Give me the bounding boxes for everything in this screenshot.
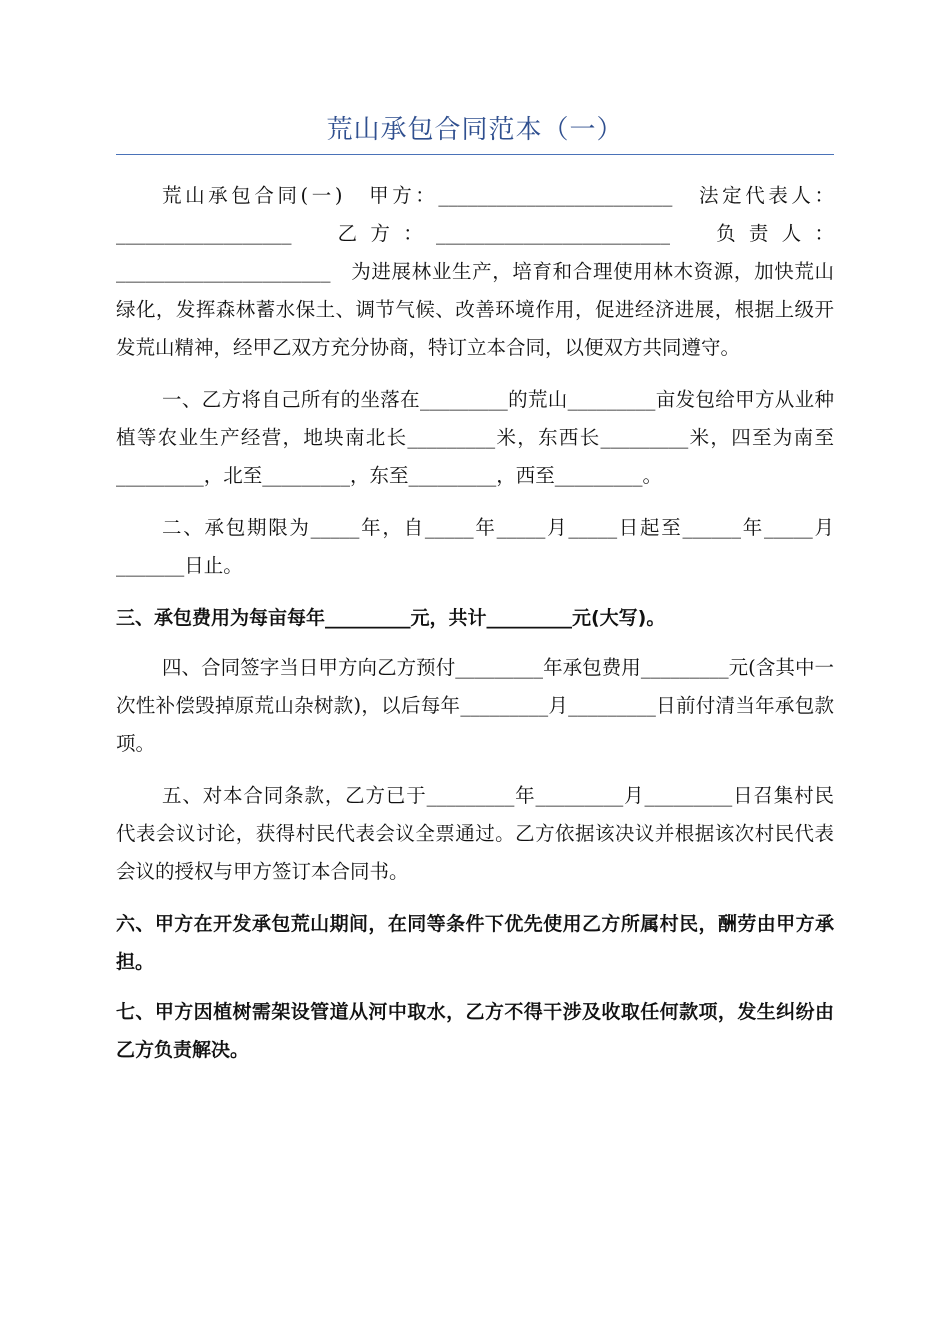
document-title: 荒山承包合同范本（一） [116, 110, 834, 155]
paragraph-clause-7: 七、甲方因植树需架设管道从河中取水，乙方不得干涉及收取任何款项，发生纠纷由乙方负责解决。 [116, 1001, 834, 1061]
paragraph-clause-3: 三、承包费用为每亩每年_________元，共计_________元(大写)。 [116, 607, 666, 629]
paragraph-clause-1: 一、乙方将自己所有的坐落在_________的荒山_________亩发包给甲方从业种植等农业生产经营，地块南北长_________米，东西长_________米，四至为南至_________，北至_________，东至_________，西至_________。 [116, 388, 834, 487]
paragraph-intro: 荒山承包合同(一) 甲方：________________________ 法定代表人：__________________ 乙方：________________________ 负责人：______________________ 为进展林业生产，培育和合理使用林木资源，加快荒山绿化，发挥森林蓄水保土、调节气候、改善环境作用，促进经济进展，根据上级开发荒山精神，经甲乙双方充分协商，特订立本合同，以便双方共同遵守。 [116, 184, 834, 359]
document-body [116, 177, 834, 1069]
document-page [116, 110, 834, 1081]
paragraph-clause-4: 四、合同签字当日甲方向乙方预付_________年承包费用_________元(含其中一次性补偿毁掉原荒山杂树款)，以后每年_________月_________日前付清当年承包款项。 [116, 656, 834, 755]
paragraph-clause-6: 六、甲方在开发承包荒山期间，在同等条件下优先使用乙方所属村民，酬劳由甲方承担。 [116, 913, 834, 973]
paragraph-clause-2: 二、承包期限为_____年，自_____年_____月_____日起至______年_____月_______日止。 [116, 516, 834, 577]
paragraph-clause-5: 五、对本合同条款，乙方已于_________年_________月_________日召集村民代表会议讨论，获得村民代表会议全票通过。乙方依据该决议并根据该次村民代表会议的授权与甲方签订本合同书。 [116, 784, 834, 883]
